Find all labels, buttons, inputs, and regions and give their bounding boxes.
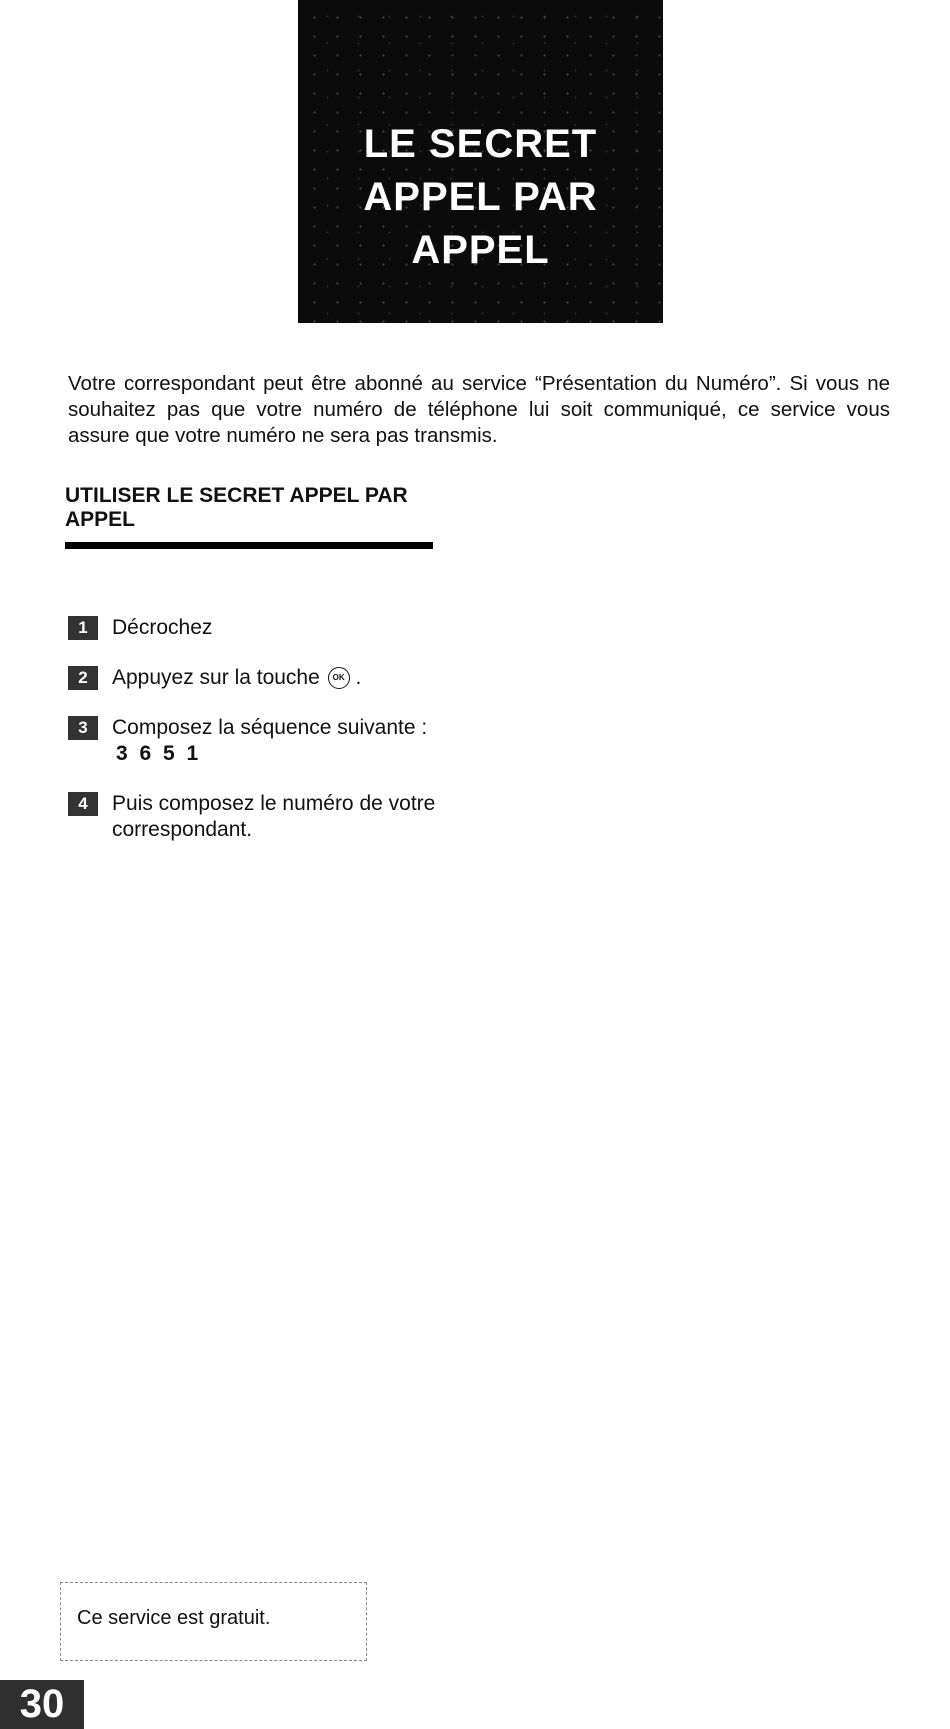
step-text: Appuyez sur la touche <box>112 666 320 689</box>
steps-list <box>68 615 436 867</box>
step-number-badge: 4 <box>68 792 98 816</box>
step-number-badge: 3 <box>68 716 98 740</box>
service-note <box>60 1582 367 1661</box>
service-note-text: Ce service est gratuit. <box>77 1607 271 1629</box>
step-2 <box>68 665 436 691</box>
ok-key-icon: OK <box>328 667 350 689</box>
step-3 <box>68 715 436 767</box>
intro-paragraph: Votre correspondant peut être abonné au service “Présentation du Numéro”. Si vous ne souhaitez pas que votre numéro de téléphone lui soit communiqué, ce service vous assure que votre numéro ne sera pas transmis. <box>68 371 890 447</box>
step-text: Composez la séquence suivante : <box>112 716 428 739</box>
step-text: Décrochez <box>112 616 213 639</box>
chapter-title-line-3: APPEL <box>411 228 550 272</box>
step-4 <box>68 791 436 843</box>
chapter-title-line-2: APPEL PAR <box>363 175 598 219</box>
step-number-badge: 1 <box>68 616 98 640</box>
step-1 <box>68 615 436 641</box>
step-text: Puis composez le numéro de votre correspondant. <box>112 792 436 841</box>
dial-sequence: 3 6 5 1 <box>116 742 202 765</box>
chapter-title <box>298 118 663 277</box>
step-text-suffix: . <box>355 666 362 689</box>
section-heading: UTILISER LE SECRET APPEL PAR APPEL <box>65 484 408 531</box>
chapter-title-line-1: LE SECRET <box>363 122 598 166</box>
chapter-title-block <box>298 0 663 323</box>
section-divider <box>65 542 433 549</box>
page-number: 30 <box>0 1680 84 1729</box>
step-number-badge: 2 <box>68 666 98 690</box>
